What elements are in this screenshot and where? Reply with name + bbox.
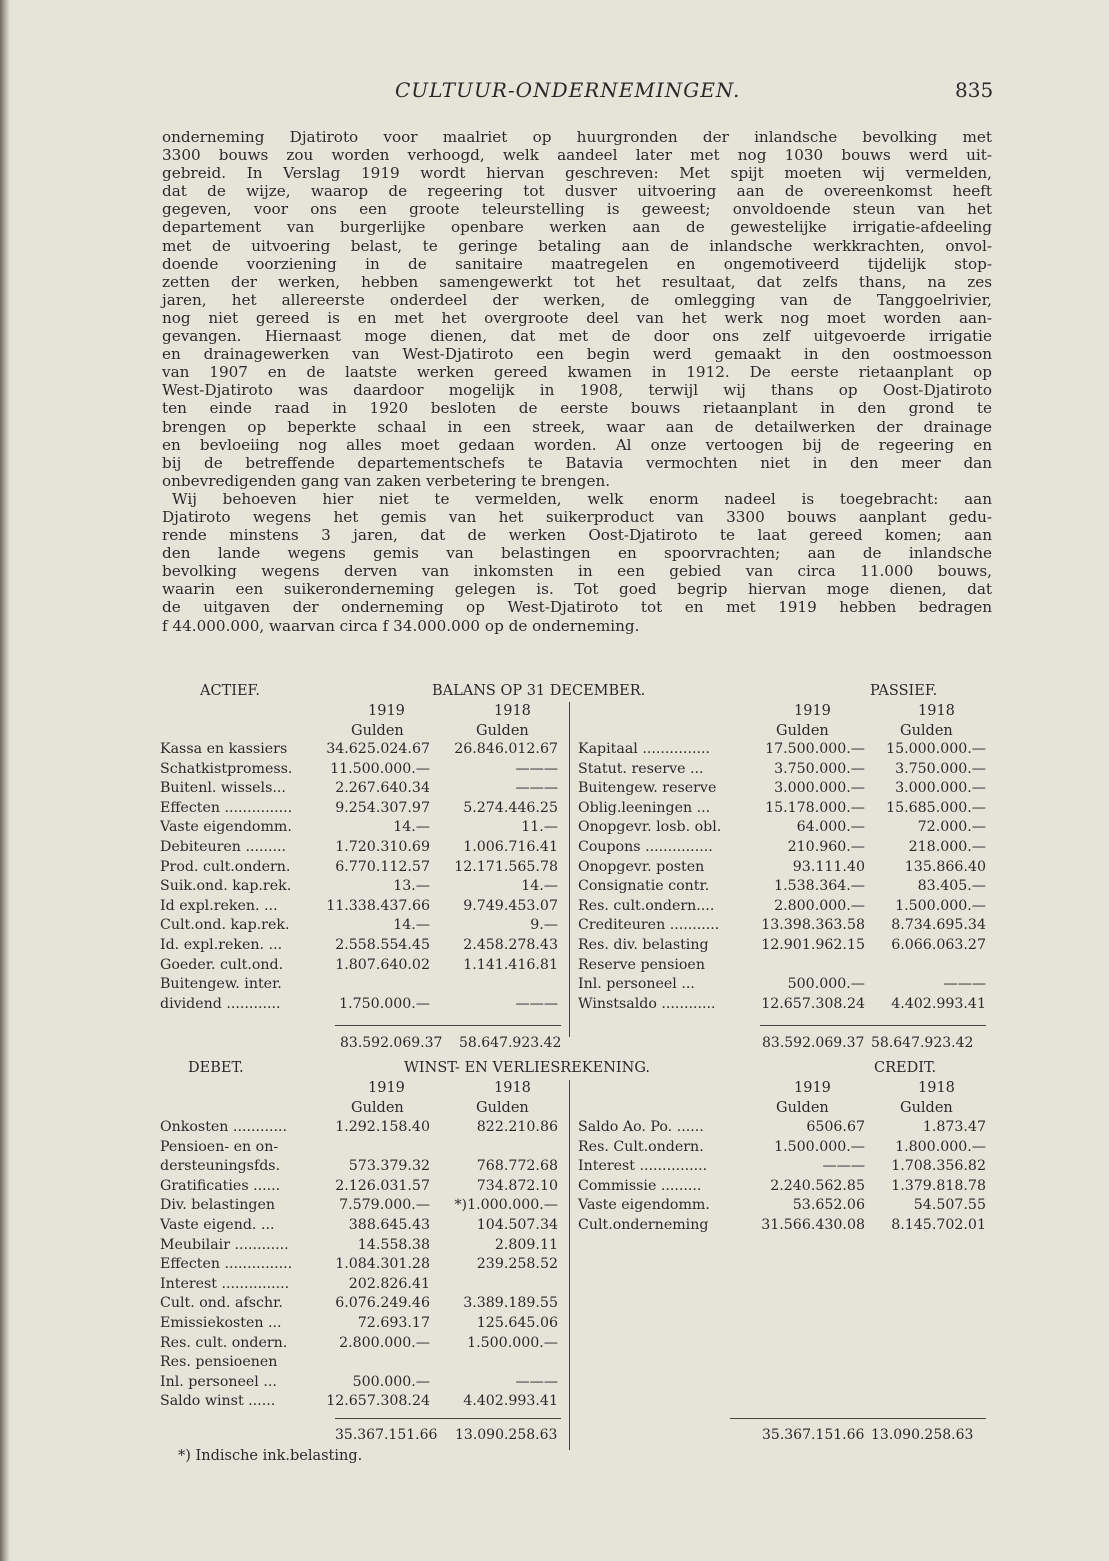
row-label: Winstsaldo ............ xyxy=(578,995,716,1012)
row-label: Debiteuren ......... xyxy=(160,839,287,855)
row-label: Schatkistpromess. xyxy=(160,760,293,777)
row-value-1918: 14.— xyxy=(521,878,558,895)
table-row xyxy=(578,936,988,955)
row-value-1918: 768.772.68 xyxy=(476,1158,558,1175)
row-value-1919: 13.398.363.58 xyxy=(761,917,865,934)
row-value-1919: 2.800.000.— xyxy=(339,1334,430,1351)
table-row xyxy=(578,877,988,896)
row-label: Effecten ............... xyxy=(160,1256,293,1273)
body-line: met de uitvoering belast, te geringe betaling aan de inlandsche werkkrachten, onvol- xyxy=(162,236,992,255)
table-row xyxy=(160,1196,570,1215)
table-row xyxy=(160,1157,570,1176)
row-value-1918: 6.066.063.27 xyxy=(891,937,986,953)
row-label: Inl. personeel ... xyxy=(578,976,695,993)
pnl-total-a-left: 35.367.151.66 xyxy=(335,1427,438,1443)
table-row xyxy=(160,877,570,896)
row-label: Statut. reserve ... xyxy=(578,760,704,777)
row-value-1919: 9.254.307.97 xyxy=(335,799,430,816)
balance-total-b-right: 58.647.923.42 xyxy=(871,1035,974,1051)
row-label: Div. belastingen xyxy=(160,1197,276,1214)
table-row xyxy=(160,1294,570,1313)
row-value-1919: 34.625.024.67 xyxy=(326,741,430,757)
table-row xyxy=(578,779,988,798)
balance-total-a-right: 83.592.069.37 xyxy=(762,1035,865,1051)
table-row xyxy=(160,1392,570,1411)
row-label: Id expl.reken. ... xyxy=(160,897,278,914)
table-row xyxy=(578,1157,988,1176)
row-value-1919: 72.693.17 xyxy=(357,1315,430,1331)
row-value-1919: 12.901.962.15 xyxy=(761,937,865,953)
table-row xyxy=(578,1196,988,1215)
row-label: Inl. personeel ... xyxy=(160,1373,277,1390)
row-value-1919: ——— xyxy=(822,1158,865,1175)
row-value-1919: 13.— xyxy=(393,878,430,895)
row-value-1919: 3.750.000.— xyxy=(774,760,865,777)
balance-divider xyxy=(569,702,570,1037)
body-line: Wij behoeven hier niet te vermelden, welk enorm nadeel is toegebracht: aan xyxy=(172,489,992,508)
row-value-1919: 2.126.031.57 xyxy=(335,1177,430,1194)
row-value-1918: *)1.000.000.— xyxy=(454,1197,558,1214)
row-value-1919: 2.267.640.34 xyxy=(335,780,430,797)
table-row xyxy=(578,995,988,1014)
table-row xyxy=(160,936,570,955)
row-value-1918: 9.749.453.07 xyxy=(463,897,558,914)
row-label: Cult.onderneming xyxy=(578,1217,709,1233)
row-label: Coupons ............... xyxy=(578,839,713,855)
row-value-1919: 1.292.158.40 xyxy=(335,1119,430,1135)
row-label: Saldo winst ...... xyxy=(160,1393,276,1410)
table-row xyxy=(578,1216,988,1235)
balance-unit-b-right: Gulden xyxy=(900,723,953,739)
running-header xyxy=(0,78,1109,110)
row-label: Res. cult. ondern. xyxy=(160,1334,288,1351)
row-value-1919: 1.750.000.— xyxy=(339,995,430,1012)
balance-rule-left xyxy=(335,1025,561,1026)
body-line: 3300 bouws zou worden verhoogd, welk aandeel later met nog 1030 bouws werd uit- xyxy=(162,146,992,165)
row-label: Consignatie contr. xyxy=(578,878,710,895)
table-row xyxy=(578,838,988,857)
table-row xyxy=(160,799,570,818)
table-row xyxy=(160,1353,570,1372)
pnl-total-b-left: 13.090.258.63 xyxy=(455,1427,558,1443)
table-row xyxy=(160,838,570,857)
pnl-year-a-right: 1919 xyxy=(794,1080,831,1096)
row-label: Pensioen- en on- xyxy=(160,1138,279,1155)
row-value-1918: 83.405.— xyxy=(917,878,986,895)
pnl-year-b-right: 1918 xyxy=(918,1080,955,1096)
row-value-1918: 15.000.000.— xyxy=(886,741,986,757)
row-value-1918: 54.507.55 xyxy=(913,1197,986,1214)
body-line: en bevloeiing nog alles moet gedaan worden. Al onze vertoogen bij de regeering en xyxy=(162,435,992,454)
body-line: bevolking wegens derven van inkomsten in een gebied van circa 11.000 bouws, xyxy=(162,562,992,581)
table-row xyxy=(578,956,988,975)
body-line: onderneming Djatiroto voor maalriet op huurgronden der inlandsche bevolking met xyxy=(162,128,992,146)
row-label: Res. pensioenen xyxy=(160,1354,278,1371)
row-value-1919: 210.960.— xyxy=(787,839,865,855)
passief-table xyxy=(578,740,988,1020)
table-row xyxy=(578,1118,988,1137)
row-value-1918: 104.507.34 xyxy=(476,1217,558,1233)
row-value-1919: 6.770.112.57 xyxy=(335,858,430,875)
balance-unit-a-right: Gulden xyxy=(776,723,829,739)
body-text xyxy=(162,128,992,635)
row-value-1919: 3.000.000.— xyxy=(774,780,865,797)
pnl-year-b-left: 1918 xyxy=(494,1080,531,1096)
row-value-1919: 7.579.000.— xyxy=(339,1197,430,1214)
table-row xyxy=(160,956,570,975)
row-value-1919: 93.111.40 xyxy=(792,858,865,875)
table-row xyxy=(578,897,988,916)
table-row xyxy=(160,1236,570,1255)
balance-passief-title: PASSIEF. xyxy=(870,683,938,699)
row-value-1919: 1.500.000.— xyxy=(774,1138,865,1155)
row-label: Cult. ond. afschr. xyxy=(160,1295,283,1312)
table-row xyxy=(160,1275,570,1294)
row-value-1918: 3.750.000.— xyxy=(895,760,986,777)
table-row xyxy=(160,740,570,759)
body-line: zetten der werken, hebben samengewerkt tot het resultaat, dat zelfs thans, na zes xyxy=(162,272,992,291)
table-row xyxy=(578,740,988,759)
row-label: Vaste eigendomm. xyxy=(578,1197,710,1214)
row-label: Res. cult.ondern.... xyxy=(578,897,715,914)
pnl-debet-title: DEBET. xyxy=(188,1060,244,1076)
row-value-1918: 8.145.702.01 xyxy=(891,1217,986,1233)
row-value-1919: 1.084.301.28 xyxy=(335,1256,430,1273)
row-label: Buitengew. inter. xyxy=(160,976,282,993)
credit-table xyxy=(578,1118,988,1248)
row-value-1919: 11.500.000.— xyxy=(330,760,430,777)
table-row xyxy=(160,916,570,935)
row-value-1919: 14.— xyxy=(393,917,430,934)
body-line: en drainagewerken van West-Djatiroto een begin werd gemaakt in den oostmoesson xyxy=(162,345,992,364)
row-label: Oblig.leeningen ... xyxy=(578,799,711,816)
row-label: Interest ............... xyxy=(578,1158,708,1175)
row-value-1918: 8.734.695.34 xyxy=(891,917,986,934)
row-value-1918: 1.500.000.— xyxy=(467,1334,558,1351)
pnl-rule-right xyxy=(730,1418,986,1419)
row-value-1919: 2.800.000.— xyxy=(774,897,865,914)
pnl-unit-b-left: Gulden xyxy=(476,1100,529,1116)
row-value-1919: 1.720.310.69 xyxy=(335,839,430,855)
body-line: den lande wegens gemis van belastingen en spoorvrachten; aan de inlandsche xyxy=(162,544,992,563)
row-label: Kassa en kassiers xyxy=(160,741,288,757)
row-label: Goeder. cult.ond. xyxy=(160,956,284,973)
row-value-1919: 53.652.06 xyxy=(792,1197,865,1214)
row-value-1918: 3.389.189.55 xyxy=(463,1295,558,1312)
row-value-1919: 388.645.43 xyxy=(348,1217,430,1233)
page-edge-shadow xyxy=(0,0,10,1561)
table-row xyxy=(160,1118,570,1137)
row-value-1918: 218.000.— xyxy=(908,839,986,855)
row-value-1919: 12.657.308.24 xyxy=(326,1393,430,1410)
body-line: f 44.000.000, waarvan circa f 34.000.000 op de onderneming. xyxy=(162,616,640,635)
row-value-1918: 1.500.000.— xyxy=(895,897,986,914)
body-line: brengen op beperkte schaal in een streek, waar aan de detailwerken der drainage xyxy=(162,417,992,436)
row-value-1919: 2.240.562.85 xyxy=(770,1177,865,1194)
table-row xyxy=(578,1138,988,1157)
row-value-1918: ——— xyxy=(515,760,558,777)
row-label: Buitengew. reserve xyxy=(578,780,717,797)
row-value-1918: 135.866.40 xyxy=(904,858,986,875)
table-row xyxy=(160,1138,570,1157)
row-label: Kapitaal ............... xyxy=(578,741,710,757)
row-label: Prod. cult.ondern. xyxy=(160,858,291,875)
row-value-1919: 31.566.430.08 xyxy=(761,1217,865,1233)
row-label: Onkosten ............ xyxy=(160,1119,288,1135)
row-value-1918: 9.— xyxy=(530,917,558,934)
table-row xyxy=(160,760,570,779)
row-label: Onopgevr. posten xyxy=(578,858,705,875)
pnl-rule-left xyxy=(335,1418,561,1419)
body-line: dat de wijze, waarop de regeering tot dusver uitvoering aan de overeenkomst heeft xyxy=(162,182,992,201)
body-line: Djatiroto wegens het gemis van het suikerproduct van 3300 bouws aanplant gedu- xyxy=(162,507,992,526)
body-line: waarin een suikeronderneming gelegen is. Tot goed begrip hiervan moge dienen, dat xyxy=(162,580,992,599)
balance-year-a-left: 1919 xyxy=(368,703,405,719)
body-line: de uitgaven der onderneming op West-Djatiroto tot en met 1919 hebben bedragen xyxy=(162,598,992,617)
table-row xyxy=(160,1255,570,1274)
table-row xyxy=(578,975,988,994)
row-value-1919: 12.657.308.24 xyxy=(761,995,865,1012)
row-label: Meubilair ............ xyxy=(160,1236,289,1253)
table-row xyxy=(160,995,570,1014)
row-label: Vaste eigend. ... xyxy=(160,1217,275,1233)
table-row xyxy=(160,1216,570,1235)
table-row xyxy=(160,975,570,994)
pnl-credit-title: CREDIT. xyxy=(874,1060,937,1076)
row-label: Vaste eigendomm. xyxy=(160,819,292,836)
body-line: bij de betreffende departementschefs te Batavia vermochten niet in den meer dan xyxy=(162,453,992,472)
balance-total-b-left: 58.647.923.42 xyxy=(459,1035,562,1051)
body-line: jaren, het allereerste onderdeel der werken, de omlegging van de Tanggoelrivier, xyxy=(162,290,992,309)
pnl-divider xyxy=(569,1080,570,1450)
row-value-1918: ——— xyxy=(515,1373,558,1390)
row-label: Res. div. belasting xyxy=(578,937,709,953)
balance-title: BALANS OP 31 DECEMBER. xyxy=(432,683,646,699)
table-row xyxy=(160,1314,570,1333)
row-value-1918: 3.000.000.— xyxy=(895,780,986,797)
row-label: Gratificaties ...... xyxy=(160,1177,281,1194)
row-value-1918: 12.171.565.78 xyxy=(454,858,558,875)
row-value-1918: 1.006.716.41 xyxy=(463,839,558,855)
row-value-1919: 64.000.— xyxy=(796,819,865,836)
row-label: dersteuningsfds. xyxy=(160,1158,281,1175)
row-label: Saldo Ao. Po. ...... xyxy=(578,1119,704,1135)
row-value-1918: 734.872.10 xyxy=(476,1177,558,1194)
row-value-1919: 14.558.38 xyxy=(357,1236,430,1253)
table-row xyxy=(578,760,988,779)
row-value-1919: 573.379.32 xyxy=(348,1158,430,1175)
body-line: doende voorziening in de sanitaire maatregelen en ongemotiveerd tijdelijk stop- xyxy=(162,254,992,273)
body-line: gebreid. In Verslag 1919 wordt hiervan geschreven: Met spijt moeten wij vermelden, xyxy=(162,164,992,183)
table-row xyxy=(578,916,988,935)
table-row xyxy=(160,897,570,916)
row-value-1919: 6.076.249.46 xyxy=(335,1295,430,1312)
table-row xyxy=(160,1177,570,1196)
pnl-unit-b-right: Gulden xyxy=(900,1100,953,1116)
row-value-1918: 1.708.356.82 xyxy=(891,1158,986,1175)
row-value-1918: 4.402.993.41 xyxy=(463,1393,558,1410)
debet-table xyxy=(160,1118,570,1418)
row-value-1918: 4.402.993.41 xyxy=(891,995,986,1012)
body-line: van 1907 en de laatste werken gereed kwamen in 1912. De eerste rietaanplant op xyxy=(162,363,992,382)
row-value-1919: 6506.67 xyxy=(806,1119,865,1135)
pnl-unit-a-left: Gulden xyxy=(351,1100,404,1116)
pnl-year-a-left: 1919 xyxy=(368,1080,405,1096)
pnl-total-a-right: 35.367.151.66 xyxy=(762,1427,865,1443)
body-line: gevangen. Hiernaast moge dienen, dat met de door ons zelf uitgevoerde irrigatie xyxy=(162,327,992,346)
row-value-1918: 15.685.000.— xyxy=(886,799,986,816)
running-title: CULTUUR-ONDERNEMINGEN. xyxy=(395,78,741,102)
row-label: Emissiekosten ... xyxy=(160,1315,282,1331)
row-value-1919: 11.338.437.66 xyxy=(326,897,430,914)
balance-unit-a-left: Gulden xyxy=(351,723,404,739)
row-value-1919: 500.000.— xyxy=(352,1373,430,1390)
balance-total-a-left: 83.592.069.37 xyxy=(340,1035,443,1051)
balance-year-b-right: 1918 xyxy=(918,703,955,719)
row-value-1918: 822.210.86 xyxy=(476,1119,558,1135)
row-value-1918: ——— xyxy=(515,995,558,1012)
table-row xyxy=(578,858,988,877)
row-value-1918: 11.— xyxy=(521,819,558,836)
balance-actief-title: ACTIEF. xyxy=(200,683,260,699)
row-value-1918: 1.379.818.78 xyxy=(891,1177,986,1194)
row-value-1919: 14.— xyxy=(393,819,430,836)
actief-table xyxy=(160,740,570,1020)
row-value-1919: 17.500.000.— xyxy=(765,741,865,757)
table-row xyxy=(578,799,988,818)
row-value-1919: 500.000.— xyxy=(787,976,865,993)
body-line: ten einde raad in 1920 besloten de eerste bouws rietaanplant in den grond te xyxy=(162,399,992,418)
table-row xyxy=(160,1373,570,1392)
footnote: *) Indische ink.belasting. xyxy=(178,1448,363,1464)
row-value-1919: 202.826.41 xyxy=(348,1275,430,1292)
balance-unit-b-left: Gulden xyxy=(476,723,529,739)
row-label: Interest ............... xyxy=(160,1275,290,1292)
row-label: Id. expl.reken. ... xyxy=(160,937,283,953)
row-value-1918: 5.274.446.25 xyxy=(463,799,558,816)
row-label: Buitenl. wissels... xyxy=(160,780,286,797)
row-value-1918: 125.645.06 xyxy=(476,1315,558,1331)
row-value-1918: 1.873.47 xyxy=(922,1119,986,1135)
row-value-1918: 1.141.416.81 xyxy=(463,956,558,973)
body-line: rende minstens 3 jaren, dat de werken Oost-Djatiroto te laat gereed komen; aan xyxy=(162,526,992,545)
row-value-1918: 72.000.— xyxy=(917,819,986,836)
body-line: gegeven, voor ons een groote teleurstelling is geweest; onvoldoende steun van het xyxy=(162,200,992,219)
row-label: Res. Cult.ondern. xyxy=(578,1138,704,1155)
table-row xyxy=(160,858,570,877)
row-value-1918: ——— xyxy=(515,780,558,797)
row-value-1918: 26.846.012.67 xyxy=(454,741,558,757)
pnl-unit-a-right: Gulden xyxy=(776,1100,829,1116)
row-label: dividend ............ xyxy=(160,995,281,1012)
body-line: onbevredigenden gang van zaken verbetering te brengen. xyxy=(162,471,611,490)
row-label: Effecten ............... xyxy=(160,799,293,816)
table-row xyxy=(160,818,570,837)
pnl-total-b-right: 13.090.258.63 xyxy=(871,1427,974,1443)
table-row xyxy=(160,779,570,798)
row-value-1919: 2.558.554.45 xyxy=(335,937,430,953)
pnl-title: WINST- EN VERLIESREKENING. xyxy=(404,1060,650,1076)
row-label: Commissie ......... xyxy=(578,1177,702,1194)
row-value-1918: 2.809.11 xyxy=(494,1236,558,1253)
table-row xyxy=(160,1334,570,1353)
body-line: nog niet gereed is en met het overgroote deel van het werk nog moet worden aan- xyxy=(162,308,992,327)
row-label: Cult.ond. kap.rek. xyxy=(160,917,290,934)
row-value-1918: ——— xyxy=(943,976,986,993)
body-line: West-Djatiroto was daardoor mogelijk in 1908, terwijl wij thans op Oost-Djatiroto xyxy=(162,381,992,400)
row-label: Crediteuren ........... xyxy=(578,917,720,934)
table-row xyxy=(578,818,988,837)
row-value-1919: 1.538.364.— xyxy=(774,878,865,895)
row-value-1919: 1.807.640.02 xyxy=(335,956,430,973)
balance-year-b-left: 1918 xyxy=(494,703,531,719)
page-number: 835 xyxy=(955,78,994,102)
balance-rule-right xyxy=(760,1025,986,1026)
row-label: Onopgevr. losb. obl. xyxy=(578,819,722,836)
row-value-1919: 15.178.000.— xyxy=(765,799,865,816)
body-line: departement van burgerlijke openbare werken aan de gewestelijke irrigatie-afdeeling xyxy=(162,218,992,237)
row-value-1918: 239.258.52 xyxy=(476,1256,558,1273)
table-row xyxy=(578,1177,988,1196)
balance-year-a-right: 1919 xyxy=(794,703,831,719)
row-label: Reserve pensioen xyxy=(578,956,705,973)
row-value-1918: 1.800.000.— xyxy=(895,1138,986,1155)
row-label: Suik.ond. kap.rek. xyxy=(160,878,292,895)
row-value-1918: 2.458.278.43 xyxy=(463,937,558,953)
